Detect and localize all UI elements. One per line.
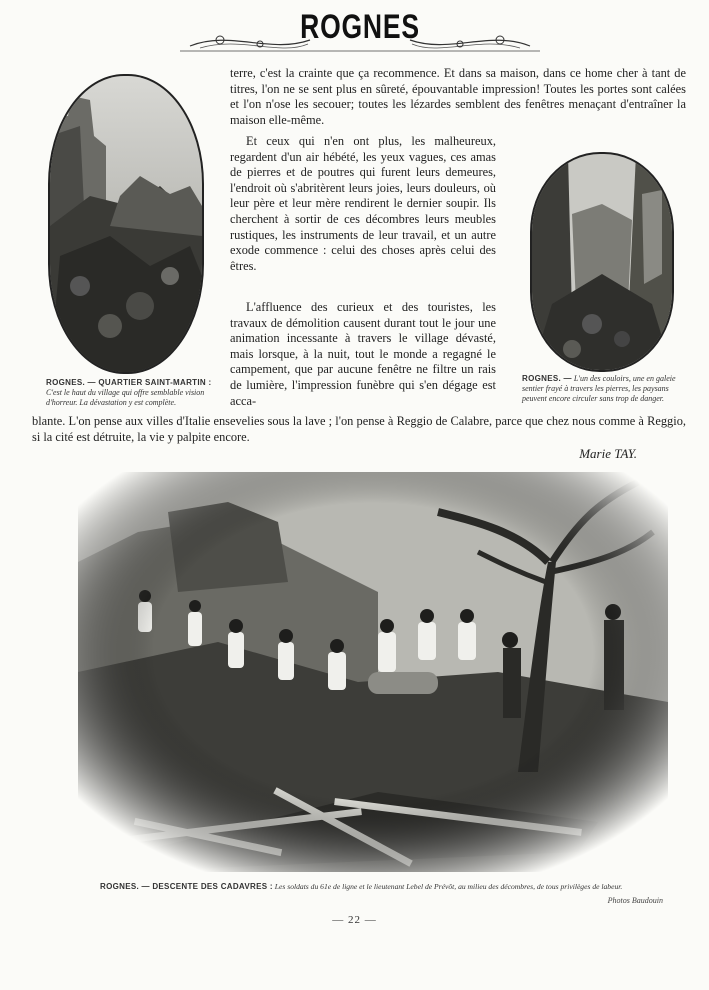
paragraph-1-text: terre, c'est la crainte que ça recommence. Et dans sa maison, dans ce home cher à tant de titres, l'on ne se sent plus en sûreté, épouvantable impression! Toutes les portes sont calées et l'on n'ose les secouer; toutes les lézardes semblent des fenêtres menaçant d'entraîner la maison elle-même. bbox=[230, 66, 686, 127]
page-title: ROGNES bbox=[300, 8, 420, 46]
paragraph-4-text: blante. L'on pense aux villes d'Italie ensevelies sous la lave ; l'on pense à Reggio de Calabre, parce que chez nous comme à Reggio, si la cité est détruite, la vie y palpite encore. bbox=[32, 414, 686, 444]
page-number: — 22 — bbox=[332, 914, 377, 926]
right-caption-body: L'un des couloirs, une en galeie sentier frayé à travers les pierres, les paysans peuvent encore circuler sans trop de danger. bbox=[522, 374, 676, 403]
bottom-caption-body: Les soldats du 61e de ligne et le lieutenant Lebel de Prévôt, au milieu des décombres, de tous privilèges de labeur. bbox=[274, 882, 623, 891]
right-photo-caption bbox=[522, 374, 682, 404]
article-paragraph-3 bbox=[230, 300, 496, 409]
left-caption-head: ROGNES. — QUARTIER SAINT-MARTIN : bbox=[46, 378, 212, 387]
photo-credit: Photos Baudouin bbox=[607, 896, 663, 905]
paragraph-2-text: Et ceux qui n'en ont plus, les malheureux, regardent d'un air hébété, les yeux vagues, ces amas de pierres et de poutres qui furent leurs demeures, l'endroit où s'abritèrent leurs joies, leurs douleurs, où leur père et leur mère rendirent le dernier soupir. Ils cherchent à sortir de ces décombres leurs meubles rustiques, les instruments de leur travail, et un autre exode commence : celui des choses après celui des êtres. bbox=[230, 134, 496, 273]
left-photo-caption bbox=[46, 378, 216, 408]
author-signature: Marie TAY. bbox=[579, 446, 637, 461]
paragraph-3-text: L'affluence des curieux et des touristes, les travaux de démolition causent durant tout le jour une animation incessante à travers le village dévasté, mais lorsque, à la nuit, tout le monde a regagné le campement, que par aucune fenêtre ne filtre un rais de lumière, l'impression funèbre qui s'en dégage est acca- bbox=[230, 300, 496, 408]
article-paragraph-1 bbox=[230, 66, 686, 128]
left-caption-body: C'est le haut du village qui offre semblable vision d'horreur. La dévastation y est complète. bbox=[46, 388, 205, 407]
bottom-photo-caption bbox=[100, 882, 680, 892]
article-paragraph-2 bbox=[230, 134, 496, 274]
right-caption-head: ROGNES. — bbox=[522, 374, 572, 383]
bottom-caption-head: ROGNES. — DESCENTE DES CADAVRES : bbox=[100, 882, 273, 891]
page-header bbox=[160, 6, 560, 54]
photo-descente-des-cadavres bbox=[78, 472, 668, 872]
article-paragraph-4 bbox=[32, 414, 686, 445]
photo-quartier-saint-martin bbox=[48, 74, 204, 374]
photo-village-street bbox=[530, 152, 674, 372]
